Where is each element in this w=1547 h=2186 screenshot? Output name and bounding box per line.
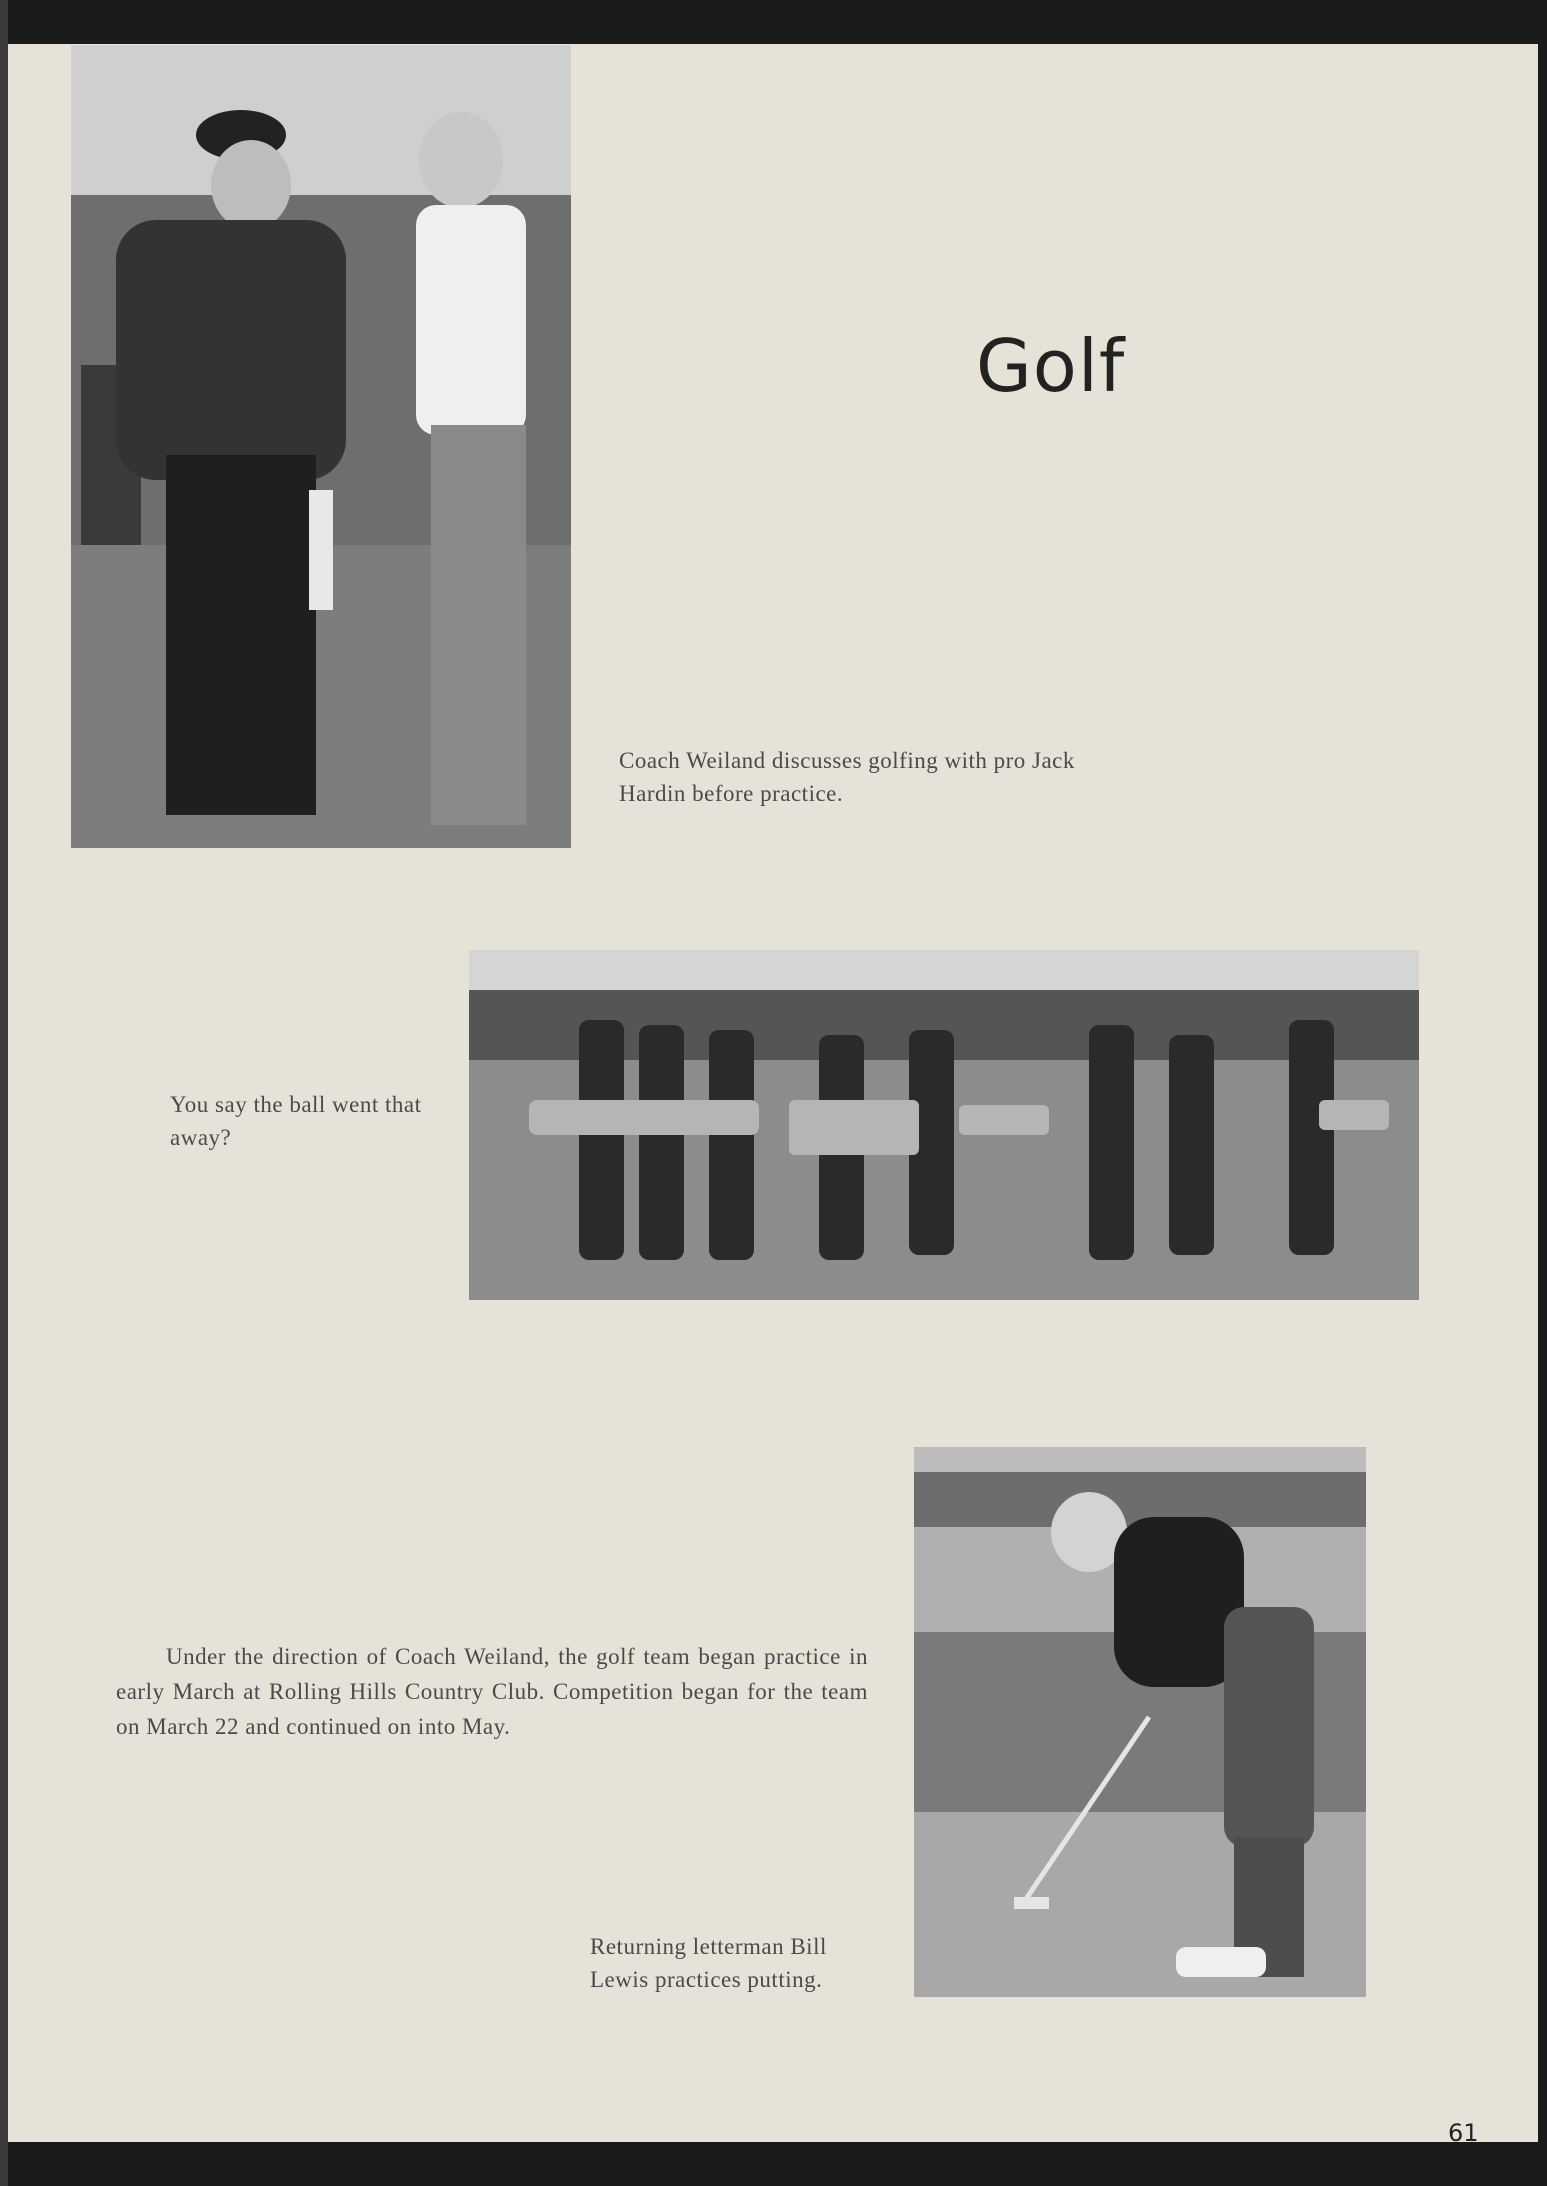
page-binding-edge xyxy=(0,0,8,2186)
team-walking-caption: You say the ball went that away? xyxy=(170,1092,422,1150)
putting-photo xyxy=(914,1447,1366,1997)
yearbook-page xyxy=(8,44,1538,2147)
page-number: 61 xyxy=(1448,2119,1479,2147)
golf-story-paragraph: Under the direction of Coach Weiland, the golf team began practice in early March at Rolling Hills Country Club. Competition began for the team on March 22 and continued on into May. xyxy=(116,1644,868,1739)
team-walking-photo xyxy=(469,950,1419,1300)
coach-and-pro-photo xyxy=(71,45,571,848)
page-title: Golf xyxy=(976,324,1126,408)
putting-caption: Returning letterman Bill Lewis practices putting. xyxy=(590,1934,827,1992)
coach-and-pro-caption: Coach Weiland discusses golfing with pro Jack Hardin before practice. xyxy=(619,748,1075,806)
